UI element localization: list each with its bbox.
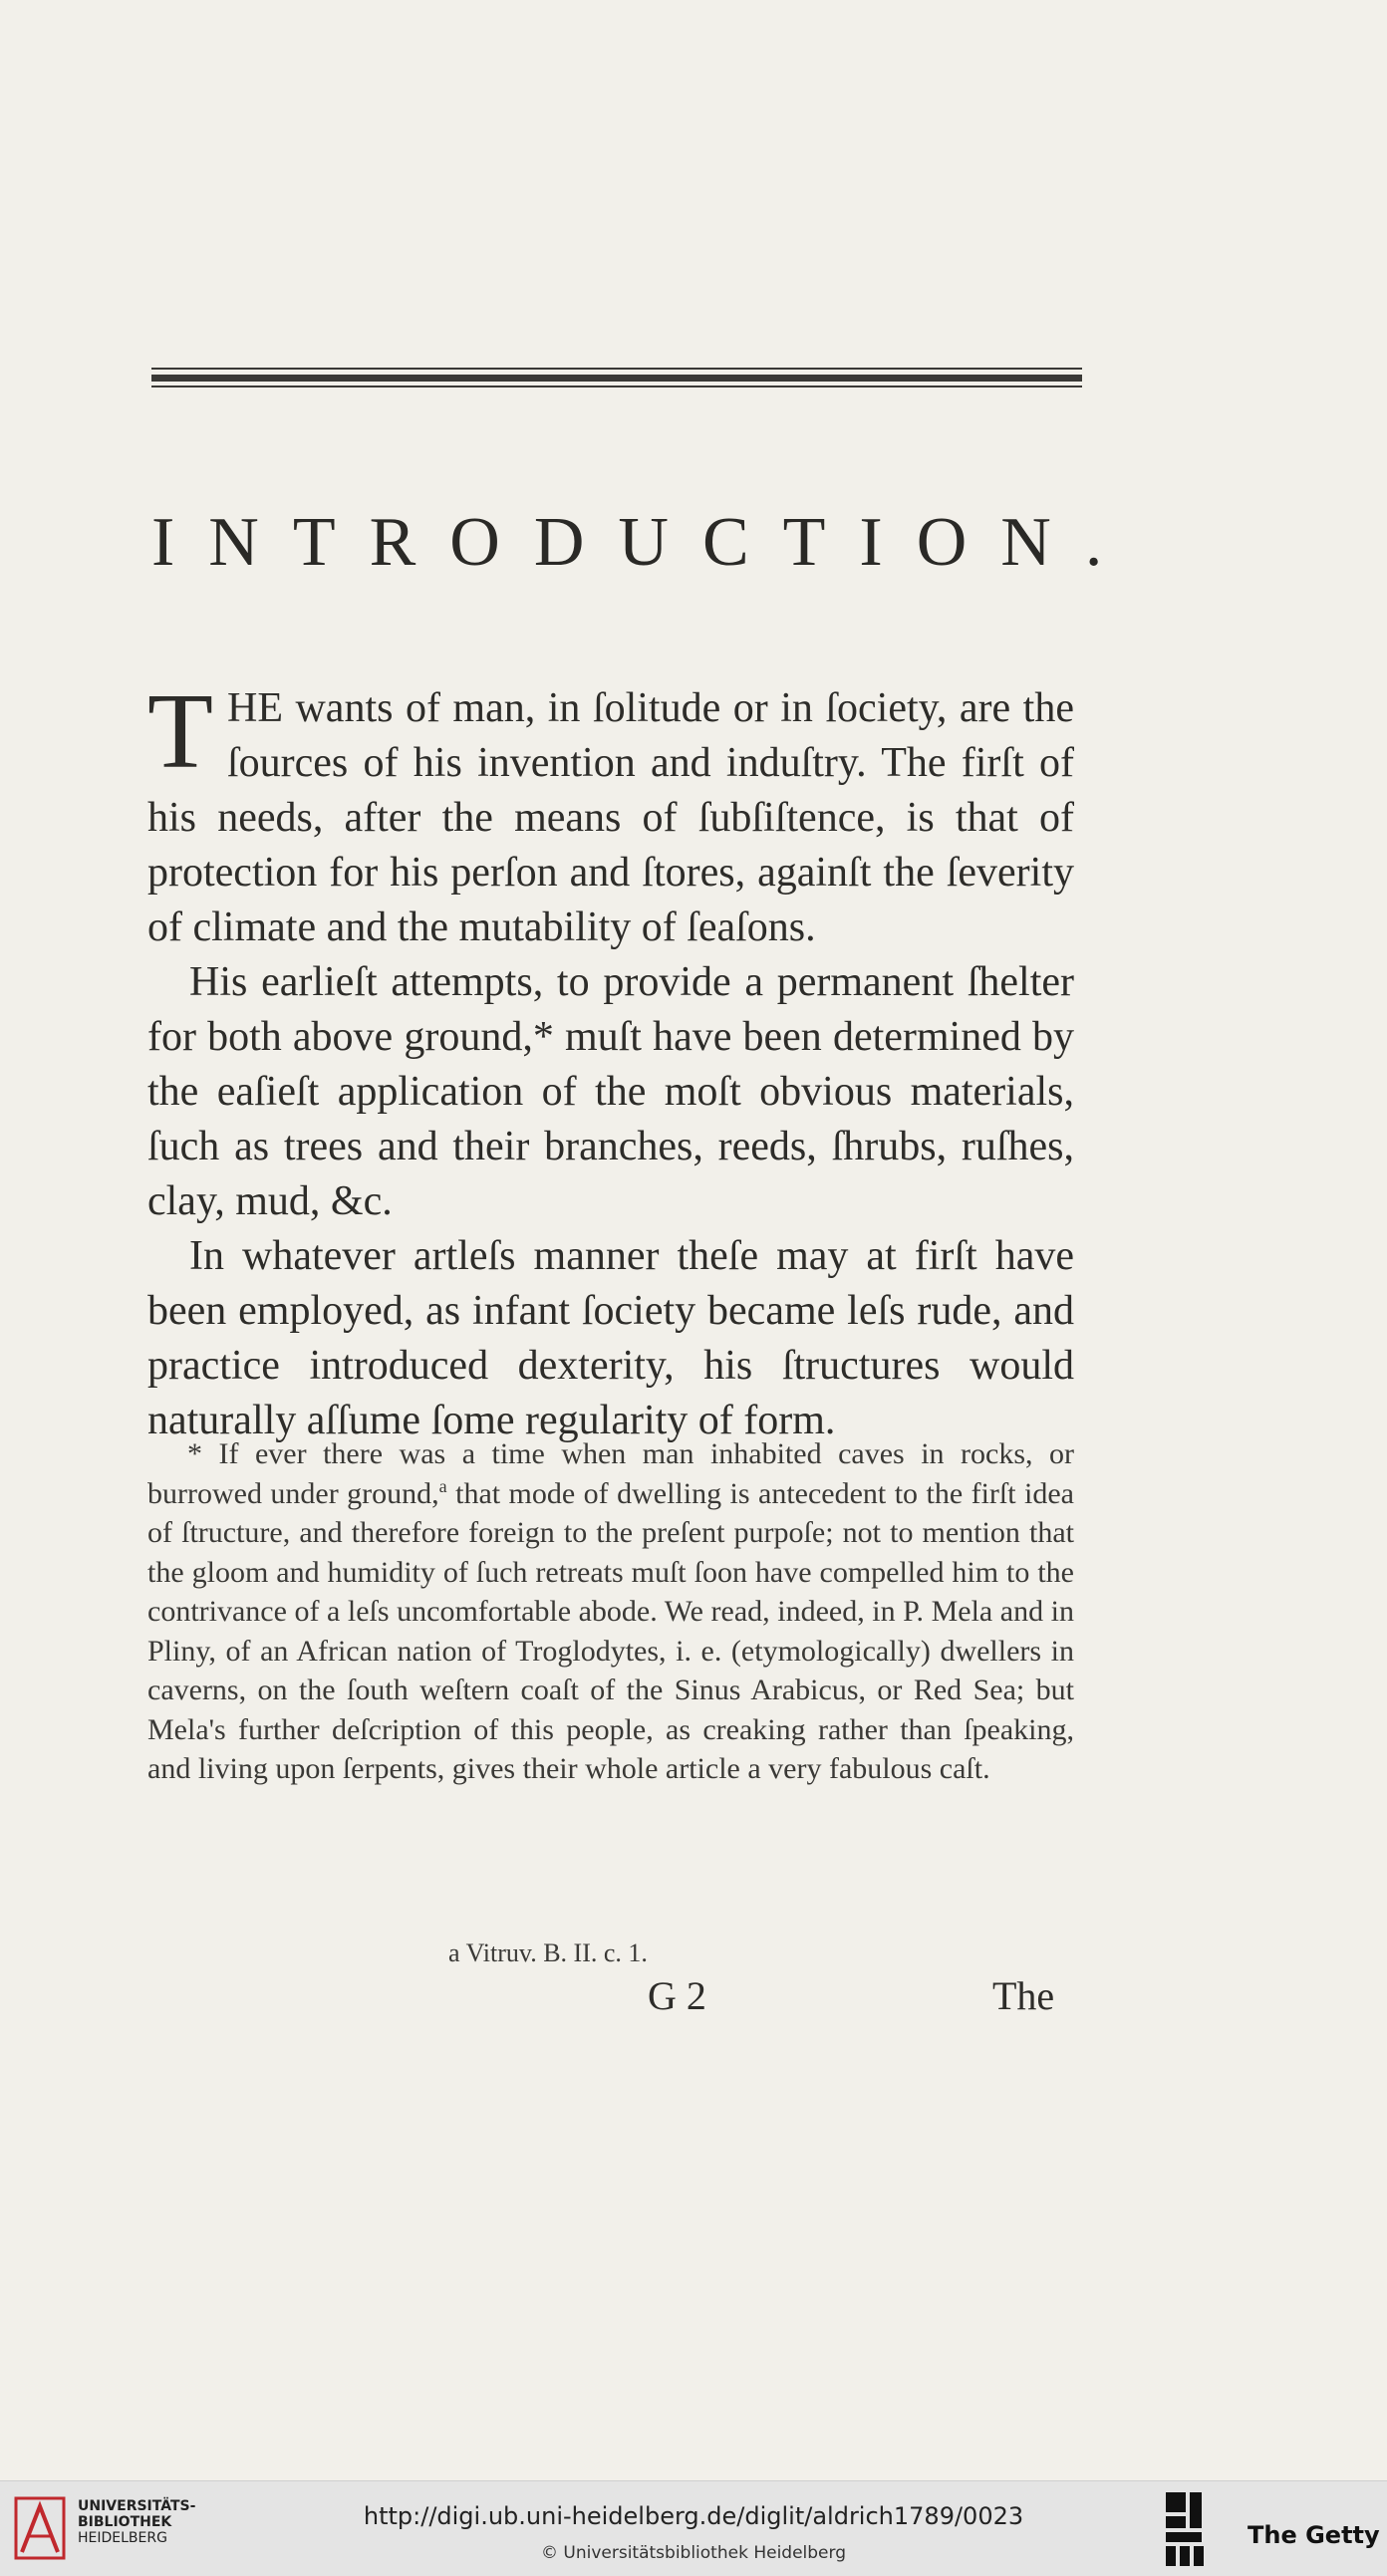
header-rule-thin-top xyxy=(151,368,1082,370)
library-name-line-2: BIBLIOTHEK xyxy=(78,2514,172,2530)
drop-cap: T xyxy=(147,672,213,791)
header-rule-thin-bottom xyxy=(151,386,1082,387)
getty-logo-icon xyxy=(1164,2490,1218,2568)
footnote-mark: a xyxy=(438,1475,447,1496)
copyright-text: © Universitätsbibliothek Heidelberg xyxy=(540,2543,846,2563)
body-text xyxy=(147,672,1074,1448)
paragraph-1 xyxy=(147,672,1074,955)
paragraph-3: In whatever artleſs manner theſe may at firſt have been employed, as infant ſociety became leſs rude, and practice introduced dexterity, his ſtructures would naturally aſſume ſome regularity of form. xyxy=(147,1233,1074,1443)
footnote-part-2: that mode of dwelling is antecedent to the firſt idea of ſtructure, and therefore foreign to the preſent purpoſe; not to mention that the gloom and humidity of ſuch retreats muſt ſoon have compelled him to the contrivance of a leſs uncomfortable abode. We read, indeed, in P. Mela and in Pliny, of an African nation of Troglodytes, i. e. (etymologically) dwellers in caverns, on the ſouth weſtern coaſt of the Sinus Arabicus, or Red Sea; but Mela's further deſcription of this people, as creaking rather than ſpeaking, and living upon ſerpents, gives their whole article a very fabulous caſt. xyxy=(147,1476,1074,1785)
page-title: INTRODUCTION. xyxy=(151,504,1137,581)
header-rule-thick xyxy=(151,375,1082,382)
footnote xyxy=(147,1434,1074,1789)
paragraph-1-text: HE wants of man, in ſolitude or in ſociety, are the ſources of his invention and induſtry. The firſt of his needs, after the means of ſubſiſtence, is that of protection for his perſon and ſtores, againſt the ſeverity of climate and the mutability of ſeaſons. xyxy=(147,685,1074,950)
footnote-part-1: * If ever there was a time when man inhabited caves in rocks, or burrowed under ground, xyxy=(147,1437,1074,1510)
paragraph-2: His earlieſt attempts, to provide a permanent ſhelter for both above ground,* muſt have been determined by the eaſieſt application of the moſt obvious materials, ſuch as trees and their branches, reeds, ſhrubs, ruſhes, clay, mud, &c. xyxy=(147,959,1074,1224)
partner-name: The Getty xyxy=(1248,2521,1380,2549)
library-name-line-1: UNIVERSITÄTS- xyxy=(78,2498,196,2514)
catchword: The xyxy=(992,1973,1055,2018)
source-url-link[interactable]: http://digi.ub.uni-heidelberg.de/diglit/aldrich1789/0023 xyxy=(363,2502,1024,2530)
footnote-reference: a Vitruv. B. II. c. 1. xyxy=(448,1938,648,1967)
signature-mark: G 2 xyxy=(648,1973,706,2018)
library-name-line-3: HEIDELBERG xyxy=(78,2530,167,2546)
